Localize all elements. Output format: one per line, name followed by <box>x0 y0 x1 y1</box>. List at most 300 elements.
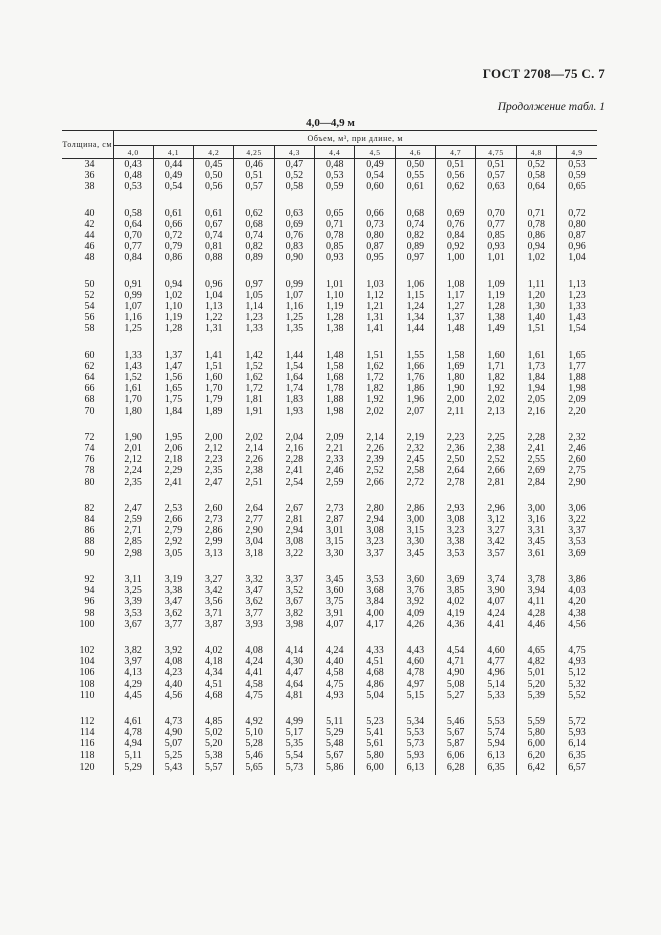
table-row <box>62 323 597 334</box>
volume-cell: 1,64 <box>274 372 314 383</box>
volume-cell: 3,00 <box>516 503 556 514</box>
spacer-cell <box>234 417 274 432</box>
volume-cell: 2,13 <box>476 406 516 417</box>
table-row <box>62 301 597 312</box>
volume-cell: 5,72 <box>556 716 597 727</box>
table-row <box>62 761 597 775</box>
volume-cell: 1,70 <box>194 383 234 394</box>
spacer-cell <box>436 264 476 279</box>
volume-cell: 1,31 <box>355 312 395 323</box>
volume-cell: 3,62 <box>153 608 193 619</box>
volume-cell: 4,75 <box>234 690 274 701</box>
volume-cell: 5,93 <box>556 727 597 738</box>
volume-cell: 2,59 <box>113 514 153 525</box>
volume-cell: 1,83 <box>274 394 314 405</box>
volume-cell: 3,31 <box>516 525 556 536</box>
volume-cell: 2,33 <box>315 454 355 465</box>
volume-cell: 4,94 <box>113 738 153 749</box>
length-header-cell: 4,6 <box>395 146 435 159</box>
volume-cell: 5,25 <box>153 750 193 761</box>
volume-cell: 4,09 <box>395 608 435 619</box>
volume-cell: 1,82 <box>355 383 395 394</box>
spacer-cell <box>62 264 113 279</box>
volume-cell: 3,38 <box>436 536 476 547</box>
table-row <box>62 454 597 465</box>
volume-cell: 2,20 <box>556 406 597 417</box>
volume-cell: 4,51 <box>194 679 234 690</box>
table-row <box>62 503 597 514</box>
volume-cell: 3,15 <box>315 536 355 547</box>
volume-cell: 1,95 <box>153 432 193 443</box>
table-row <box>62 679 597 690</box>
thickness-cell: 54 <box>84 301 95 313</box>
volume-cell: 0,50 <box>194 170 234 181</box>
volume-cell: 0,62 <box>436 181 476 192</box>
spacer-cell <box>153 417 193 432</box>
volume-cell: 5,20 <box>516 679 556 690</box>
spacer-cell <box>234 630 274 645</box>
volume-cell: 2,69 <box>516 465 556 476</box>
volume-cell: 1,44 <box>274 350 314 361</box>
thickness-cell: 106 <box>79 667 95 679</box>
volume-cell: 2,47 <box>194 477 234 488</box>
volume-cell: 0,81 <box>194 241 234 252</box>
volume-cell: 2,64 <box>436 465 476 476</box>
volume-cell: 4,58 <box>234 679 274 690</box>
volume-cell: 2,66 <box>476 465 516 476</box>
thickness-cell: 96 <box>84 596 95 608</box>
spacer-cell <box>556 193 597 208</box>
volume-cell: 0,51 <box>476 159 516 171</box>
volume-cell: 1,10 <box>315 290 355 301</box>
spacer-cell <box>153 193 193 208</box>
volume-cell: 2,60 <box>194 503 234 514</box>
length-header-cell: 4,2 <box>194 146 234 159</box>
volume-cell: 1,80 <box>436 372 476 383</box>
volume-cell: 2,60 <box>556 454 597 465</box>
volume-cell: 1,09 <box>476 279 516 290</box>
spacer-cell <box>274 417 314 432</box>
volume-cell: 1,05 <box>234 290 274 301</box>
volume-cell: 0,56 <box>436 170 476 181</box>
volume-cell: 3,75 <box>315 596 355 607</box>
volume-cell: 1,23 <box>234 312 274 323</box>
table-row <box>62 585 597 596</box>
volume-cell: 0,43 <box>113 159 153 171</box>
volume-cell: 6,35 <box>556 750 597 761</box>
volume-cell: 3,74 <box>476 574 516 585</box>
volume-cell: 2,25 <box>476 432 516 443</box>
table-row <box>62 181 597 192</box>
spacer-cell <box>315 701 355 716</box>
table-row <box>62 241 597 252</box>
volume-cell: 2,14 <box>234 443 274 454</box>
thickness-cell: 40 <box>84 207 95 219</box>
volume-cell: 3,23 <box>355 536 395 547</box>
volume-cell: 2,41 <box>274 465 314 476</box>
volume-cell: 1,38 <box>315 323 355 334</box>
spacer-cell <box>194 701 234 716</box>
volume-cell: 1,17 <box>436 290 476 301</box>
volume-cell: 0,78 <box>315 230 355 241</box>
thickness-cell: 98 <box>84 607 95 619</box>
volume-cell: 1,89 <box>194 406 234 417</box>
volume-cell: 3,01 <box>315 525 355 536</box>
table-row <box>62 432 597 443</box>
length-header-cell: 4,9 <box>556 146 597 159</box>
table-row <box>62 208 597 219</box>
volume-cell: 2,32 <box>395 443 435 454</box>
volume-cell: 5,67 <box>436 727 476 738</box>
table-row <box>62 279 597 290</box>
volume-cell: 0,77 <box>476 219 516 230</box>
thickness-cell: 114 <box>79 727 95 739</box>
volume-cell: 0,63 <box>274 208 314 219</box>
document-header: ГОСТ 2708—75 С. 7 <box>482 66 605 81</box>
volume-cell: 4,75 <box>556 645 597 656</box>
spacer-cell <box>395 701 435 716</box>
volume-cell: 0,89 <box>234 252 274 263</box>
thickness-cell: 92 <box>84 573 95 585</box>
volume-cell: 1,68 <box>315 372 355 383</box>
volume-cell: 4,92 <box>234 716 274 727</box>
spacer-cell <box>315 559 355 574</box>
volume-cell: 1,23 <box>556 290 597 301</box>
volume-cell: 0,74 <box>234 230 274 241</box>
volume-cell: 1,78 <box>315 383 355 394</box>
volume-cell: 0,68 <box>234 219 274 230</box>
volume-cell: 3,13 <box>194 548 234 559</box>
volume-cell: 2,19 <box>395 432 435 443</box>
volume-cell: 4,24 <box>234 656 274 667</box>
volume-cell: 3,87 <box>194 619 234 630</box>
volume-cell: 3,86 <box>556 574 597 585</box>
volume-cell: 0,64 <box>113 219 153 230</box>
volume-cell: 2,66 <box>153 514 193 525</box>
volume-cell: 1,33 <box>556 301 597 312</box>
thickness-cell: 56 <box>84 312 95 324</box>
volume-cell: 4,20 <box>556 596 597 607</box>
volume-cell: 0,97 <box>234 279 274 290</box>
volume-cell: 0,78 <box>516 219 556 230</box>
volume-cell: 4,75 <box>315 679 355 690</box>
spacer-cell <box>556 630 597 645</box>
volume-cell: 1,06 <box>395 279 435 290</box>
volume-cell: 1,52 <box>113 372 153 383</box>
volume-cell: 4,77 <box>476 656 516 667</box>
thickness-cell: 64 <box>84 372 95 384</box>
volume-cell: 4,00 <box>355 608 395 619</box>
volume-cell: 5,39 <box>516 690 556 701</box>
length-header-cell: 4,3 <box>274 146 314 159</box>
volume-cell: 0,54 <box>153 181 193 192</box>
volume-cell: 2,53 <box>153 503 193 514</box>
volume-cell: 1,65 <box>153 383 193 394</box>
thickness-cell: 100 <box>79 618 95 630</box>
volume-cell: 1,88 <box>315 394 355 405</box>
volume-cell: 4,90 <box>436 667 476 678</box>
table-row <box>62 159 597 171</box>
volume-cell: 2,05 <box>516 394 556 405</box>
thickness-cell: 34 <box>84 159 95 170</box>
volume-cell: 0,66 <box>355 208 395 219</box>
volume-cell: 1,90 <box>113 432 153 443</box>
volume-cell: 3,62 <box>234 596 274 607</box>
volume-cell: 0,77 <box>113 241 153 252</box>
thickness-cell: 88 <box>84 536 95 548</box>
thickness-cell: 86 <box>84 525 95 537</box>
volume-cell: 3,15 <box>395 525 435 536</box>
volume-cell: 3,08 <box>274 536 314 547</box>
volume-cell: 2,92 <box>153 536 193 547</box>
volume-cell: 4,93 <box>556 656 597 667</box>
volume-cell: 3,08 <box>436 514 476 525</box>
spacer-cell <box>355 264 395 279</box>
volume-cell: 4,41 <box>476 619 516 630</box>
thickness-cell: 58 <box>84 323 95 335</box>
volume-cell: 4,78 <box>113 727 153 738</box>
spacer-cell <box>395 559 435 574</box>
volume-cell: 1,43 <box>113 361 153 372</box>
volume-cell: 2,47 <box>113 503 153 514</box>
volume-cell: 1,28 <box>476 301 516 312</box>
volume-cell: 2,73 <box>315 503 355 514</box>
volume-cell: 3,56 <box>194 596 234 607</box>
spacer-cell <box>436 335 476 350</box>
volume-cell: 1,93 <box>274 406 314 417</box>
volume-cell: 0,97 <box>395 252 435 263</box>
volume-cell: 3,42 <box>194 585 234 596</box>
spacer-cell <box>234 701 274 716</box>
volume-cell: 2,24 <box>113 465 153 476</box>
volume-cell: 1,04 <box>194 290 234 301</box>
volume-cell: 0,82 <box>234 241 274 252</box>
volume-cell: 4,34 <box>194 667 234 678</box>
spacer-cell <box>274 335 314 350</box>
length-header-cell: 4,4 <box>315 146 355 159</box>
table-row <box>62 738 597 749</box>
volume-cell: 2,46 <box>315 465 355 476</box>
volume-cell: 4,40 <box>153 679 193 690</box>
volume-cell: 3,37 <box>556 525 597 536</box>
spacer-cell <box>153 335 193 350</box>
spacer-cell <box>476 264 516 279</box>
volume-cell: 0,64 <box>516 181 556 192</box>
volume-cell: 1,03 <box>355 279 395 290</box>
spacer-cell <box>355 335 395 350</box>
spacer-cell <box>436 559 476 574</box>
volume-cell: 4,96 <box>476 667 516 678</box>
volume-cell: 5,80 <box>516 727 556 738</box>
table-header <box>62 131 597 159</box>
volume-cell: 5,02 <box>194 727 234 738</box>
spacer-cell <box>62 417 113 432</box>
thickness-cell: 90 <box>84 547 95 559</box>
volume-cell: 4,23 <box>153 667 193 678</box>
volume-cell: 2,90 <box>234 525 274 536</box>
length-header-row <box>62 146 597 159</box>
spacer-cell <box>556 417 597 432</box>
volume-cell: 1,41 <box>355 323 395 334</box>
table-row <box>62 667 597 678</box>
volume-cell: 1,20 <box>516 290 556 301</box>
volume-cell: 4,73 <box>153 716 193 727</box>
spacer-cell <box>516 335 556 350</box>
volume-cell: 4,18 <box>194 656 234 667</box>
volume-cell: 2,86 <box>194 525 234 536</box>
volume-cell: 1,71 <box>476 361 516 372</box>
volume-cell: 1,88 <box>556 372 597 383</box>
volume-cell: 4,46 <box>516 619 556 630</box>
group-spacer <box>62 335 597 350</box>
volume-cell: 2,29 <box>153 465 193 476</box>
volume-cell: 2,75 <box>556 465 597 476</box>
volume-cell: 0,70 <box>113 230 153 241</box>
volume-cell: 3,12 <box>476 514 516 525</box>
table-row <box>62 443 597 454</box>
volume-cell: 3,77 <box>153 619 193 630</box>
spacer-cell <box>194 264 234 279</box>
thickness-cell: 70 <box>84 405 95 417</box>
volume-cell: 4,99 <box>274 716 314 727</box>
volume-cell: 1,92 <box>476 383 516 394</box>
table-row <box>62 619 597 630</box>
volume-cell: 1,19 <box>476 290 516 301</box>
volume-cell: 2,94 <box>355 514 395 525</box>
volume-cell: 1,07 <box>274 290 314 301</box>
volume-cell: 4,43 <box>395 645 435 656</box>
volume-cell: 1,01 <box>476 252 516 263</box>
spacer-cell <box>516 559 556 574</box>
thickness-cell: 116 <box>79 738 95 750</box>
volume-cell: 4,93 <box>315 690 355 701</box>
volume-cell: 5,52 <box>556 690 597 701</box>
volume-cell: 0,79 <box>153 241 193 252</box>
volume-cell: 1,76 <box>395 372 435 383</box>
volume-cell: 6,13 <box>395 761 435 775</box>
spacer-cell <box>355 193 395 208</box>
volume-cell: 4,03 <box>556 585 597 596</box>
volume-cell: 5,29 <box>113 761 153 775</box>
volume-cell: 0,59 <box>315 181 355 192</box>
volume-cell: 0,60 <box>355 181 395 192</box>
volume-cell: 2,36 <box>436 443 476 454</box>
volume-cell: 2,01 <box>113 443 153 454</box>
spacer-cell <box>62 335 113 350</box>
volume-cell: 2,79 <box>153 525 193 536</box>
volume-cell: 4,60 <box>395 656 435 667</box>
volume-cell: 4,86 <box>355 679 395 690</box>
spacer-cell <box>556 264 597 279</box>
volume-cell: 2,38 <box>234 465 274 476</box>
volume-cell: 3,82 <box>274 608 314 619</box>
table-row <box>62 406 597 417</box>
volume-cell: 0,61 <box>153 208 193 219</box>
volume-cell: 5,41 <box>355 727 395 738</box>
volume-cell: 3,45 <box>516 536 556 547</box>
volume-cell: 5,33 <box>476 690 516 701</box>
volume-cell: 1,38 <box>476 312 516 323</box>
volume-cell: 3,22 <box>556 514 597 525</box>
volume-cell: 4,02 <box>194 645 234 656</box>
volume-cell: 1,56 <box>153 372 193 383</box>
volume-cell: 2,59 <box>315 477 355 488</box>
volume-cell: 5,38 <box>194 750 234 761</box>
spacer-cell <box>274 701 314 716</box>
spacer-cell <box>355 701 395 716</box>
volume-cell: 1,08 <box>436 279 476 290</box>
volume-cell: 3,67 <box>274 596 314 607</box>
spacer-cell <box>194 417 234 432</box>
volume-cell: 5,46 <box>436 716 476 727</box>
volume-cell: 0,54 <box>355 170 395 181</box>
volume-cell: 4,47 <box>274 667 314 678</box>
volume-cell: 2,46 <box>556 443 597 454</box>
spacer-cell <box>153 701 193 716</box>
volume-cell: 1,16 <box>113 312 153 323</box>
spacer-cell <box>62 701 113 716</box>
volume-cell: 4,97 <box>395 679 435 690</box>
volume-cell: 3,67 <box>113 619 153 630</box>
volume-cell: 4,81 <box>274 690 314 701</box>
volume-cell: 0,44 <box>153 159 193 171</box>
spacer-cell <box>476 488 516 503</box>
table-row <box>62 596 597 607</box>
group-spacer <box>62 264 597 279</box>
volume-cell: 1,43 <box>556 312 597 323</box>
volume-cell: 4,60 <box>476 645 516 656</box>
volume-cell: 0,48 <box>113 170 153 181</box>
volume-cell: 3,38 <box>153 585 193 596</box>
table-row <box>62 608 597 619</box>
volume-cell: 2,04 <box>274 432 314 443</box>
spacer-cell <box>62 630 113 645</box>
volume-cell: 5,59 <box>516 716 556 727</box>
spacer-cell <box>476 193 516 208</box>
volume-cell: 1,42 <box>234 350 274 361</box>
volume-cell: 5,27 <box>436 690 476 701</box>
volume-cell: 3,23 <box>436 525 476 536</box>
length-range-title: 4,0—4,9 м <box>306 117 355 129</box>
spacer-cell <box>315 264 355 279</box>
volume-cell: 0,51 <box>436 159 476 171</box>
table-body <box>62 159 597 775</box>
volume-cell: 1,48 <box>436 323 476 334</box>
volume-cell: 1,62 <box>234 372 274 383</box>
volume-cell: 1,04 <box>556 252 597 263</box>
spacer-cell <box>395 488 435 503</box>
volume-cell: 5,29 <box>315 727 355 738</box>
volume-cell: 2,02 <box>476 394 516 405</box>
thickness-cell: 36 <box>84 170 95 182</box>
volume-cell: 2,23 <box>436 432 476 443</box>
volume-cell: 3,04 <box>234 536 274 547</box>
volume-cell: 4,58 <box>315 667 355 678</box>
volume-cell: 2,81 <box>274 514 314 525</box>
volume-cell: 5,80 <box>355 750 395 761</box>
spacer-cell <box>395 264 435 279</box>
volume-cell: 0,76 <box>436 219 476 230</box>
spacer-cell <box>234 559 274 574</box>
spacer-cell <box>153 488 193 503</box>
volume-cell: 4,11 <box>516 596 556 607</box>
volume-cell: 2,85 <box>113 536 153 547</box>
volume-cell: 2,87 <box>315 514 355 525</box>
volume-cell: 1,30 <box>516 301 556 312</box>
spacer-cell <box>436 193 476 208</box>
volume-cell: 1,02 <box>153 290 193 301</box>
thickness-cell: 48 <box>84 252 95 264</box>
